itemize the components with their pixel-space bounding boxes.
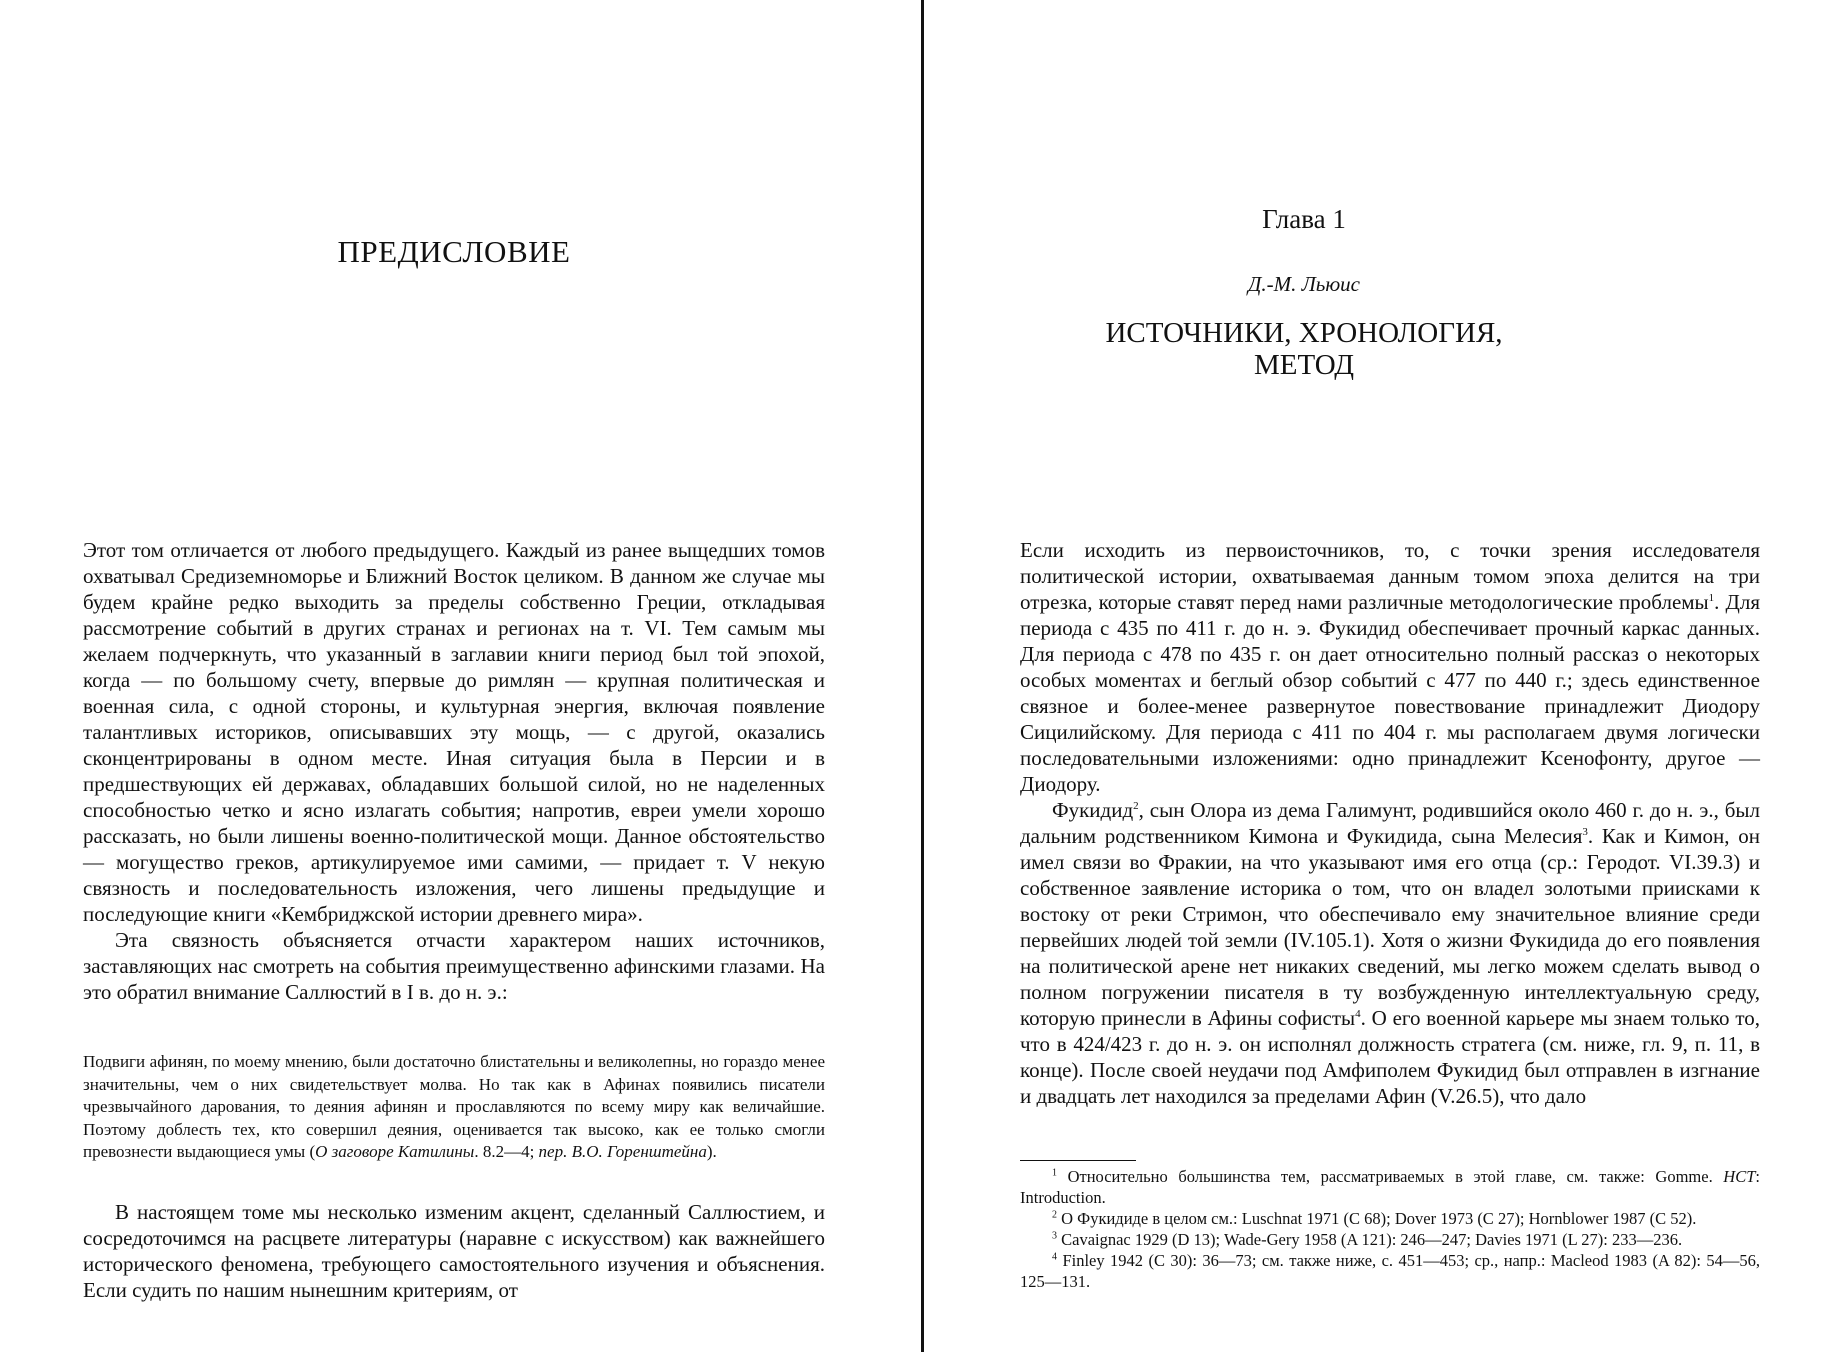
footnote-text: О Фукидиде в целом см.: Luschnat 1971 (C 68); Dover 1973 (C 27); Hornblower 1987 (C 52). (1061, 1209, 1697, 1228)
footnote-ref-1: 1 (1708, 592, 1715, 604)
footnote-text: : Introduction. (1020, 1167, 1760, 1207)
paragraph-text: . Как и Кимон, он имел связи во Фракии, на что указывают имя его отца (ср.: Геродот. VI.39.3) и собственное заявление историка о том, что он владел золотыми приисками к востоку от реки Стримон, что обеспечивало ему значительное влияние среди первейших людей той земли (IV.105.1). Хотя о жизни Фукидида до его появления на политической арене нет никаких сведений, мы легко можем сделать вывод о полном погружении писателя в ту возбужденную интеллектуальную среду, которую принесли в Афины софисты (1020, 824, 1760, 1030)
preface-paragraph-3: В настоящем томе мы несколько изменим акцент, сделанный Саллюстием, и сосредоточимся на расцвете литературы (наравне с искусством) как важнейшего исторического феномена, требующего самостоятельного изучения и объяснения. Если судить по нашим нынешним критериям, от (83, 1200, 825, 1302)
chapter-title-line-1: ИСТОЧНИКИ, ХРОНОЛОГИЯ, (1105, 317, 1503, 349)
chapter-label: Глава 1 (1262, 204, 1346, 234)
quote-text: Подвиги афинян, по моему мнению, были достаточно блистательны и великолепны, но гораздо менее значительны, чем о них свидетельствует молва. Но так как в Афинах появились писатели чрезвычайного дарования, то деяния афинян и прославляются по всему миру как величайшие. Поэтому доблесть тех, кто совершил деяния, оценивается так высоко, как ее только смогли превознести выдающиеся умы ( (83, 1052, 825, 1161)
preface-paragraph-2: Эта связность объясняется отчасти характером наших источников, заставляющих нас смотреть на события преимущественно афинскими глазами. На это обратил внимание Саллюстий в I в. до н. э.: (83, 928, 825, 1004)
footnotes (1020, 1166, 1760, 1292)
chapter-paragraph-2 (1020, 797, 1760, 1109)
footnote-3 (1020, 1229, 1760, 1250)
footnote-text: Относительно большинства тем, рассматриваемых в этой главе, см. также: Gomme. (1067, 1167, 1724, 1186)
sallust-quote (83, 1051, 825, 1164)
paragraph-text: Фукидид (1052, 798, 1134, 822)
footnote-number: 1 (1052, 1167, 1057, 1179)
paragraph-text: . О его военной карьере мы знаем только то, что в 424/423 г. до н. э. он исполнял должность стратега (см. ниже, гл. 9, п. 11, в конце). После своей неудачи под Амфиполем Фукидид был отправлен в изгнание и двадцать лет находился за пределами Афин (V.26.5), что дало (1020, 1006, 1760, 1108)
quote-citation: О заговоре Катилины (315, 1142, 475, 1161)
chapter-body (1020, 537, 1760, 1109)
paragraph-text: Если исходить из первоисточников, то, с точки зрения исследователя политической истории, охватываемая данным томом эпоха делится на три отрезка, которые ставят перед нами различные методологические проблемы (1020, 538, 1760, 614)
preface-paragraph-1: Этот том отличается от любого предыдущего. Каждый из ранее выщедших томов охватывал Средиземноморье и Ближний Восток целиком. В данном же случае мы будем крайне редко выходить за пределы собственно Греции, откладывая рассмотрение событий в других странах и регионах на т. VI. Тем самым мы желаем подчеркнуть, что указанный в заглавии книги период был той эпохой, когда — по большому счету, впервые до римлян — крупная политическая и военная сила, с одной стороны, и культурная энергия, включая появление талантливых историков, описывавших эту мощь, — с другой, оказались сконцентрированы в одном месте. Иная ситуация была в Персии и в предшествующих ей державах, обладавших большой силой, но не наделенных способностью четко и ясно излагать события; напротив, евреи умели хорошо рассказать, но были лишены военно-политической мощи. Данное обстоятельство — могущество греков, артикулируемое ими самими, — придает т. V некую связность и последовательность изложения, чего лишены предыдущие и последующие книги «Кембриджской истории древнего мира». (83, 538, 825, 926)
footnote-number: 3 (1052, 1230, 1057, 1242)
paragraph-text: . Для периода с 435 по 411 г. до н. э. Фукидид обеспечивает прочный каркас данных. Для периода с 478 по 435 г. он дает относительно полный рассказ о некоторых особых моментах и беглый обзор событий с 477 по 440 г.; здесь единственное связное и более-менее развернутое повествование принадлежит Диодору Сицилийскому. Для периода с 411 по 404 г. мы располагаем двумя логически последовательными изложениями: одно принадлежит Ксенофонту, другое — Диодору. (1020, 590, 1760, 796)
footnote-4 (1020, 1250, 1760, 1292)
preface-title: ПРЕДИСЛОВИЕ (337, 234, 571, 269)
footnote-ref-3: 3 (1582, 826, 1588, 838)
quote-end: ). (706, 1142, 717, 1161)
paragraph-text: , сын Олора из дема Галимунт, родившийся около 460 г. до н. э., был дальним родственником Кимона и Фукидида, сына Мелесия (1020, 798, 1760, 848)
preface-body-continued (83, 1199, 825, 1303)
preface-body (83, 537, 825, 1005)
footnote-number: 4 (1052, 1251, 1057, 1263)
footnote-text-italic: HCT (1723, 1167, 1756, 1186)
chapter-title-line-2: МЕТОД (1253, 349, 1355, 381)
quote-translator: пер. В.О. Горенштейна (538, 1142, 707, 1161)
quote-ref: . 8.2—4; (474, 1142, 539, 1161)
chapter-author: Д.-М. Льюис (1247, 272, 1360, 296)
chapter-title (924, 317, 1684, 381)
right-page (924, 0, 1843, 1352)
footnote-text: Finley 1942 (C 30): 36—73; см. также ниже, с. 451—453; ср., напр.: Macleod 1983 (A 82): 54—56, 125—131. (1020, 1251, 1760, 1291)
footnote-text: Cavaignac 1929 (D 13); Wade-Gery 1958 (A 121): 246—247; Davies 1971 (L 27): 233—236. (1061, 1230, 1683, 1249)
chapter-paragraph-1 (1020, 537, 1760, 797)
footnote-separator (1020, 1160, 1136, 1161)
footnote-ref-2: 2 (1133, 800, 1139, 812)
footnote-2 (1020, 1208, 1760, 1229)
footnote-number: 2 (1052, 1209, 1057, 1221)
footnote-ref-4: 4 (1355, 1008, 1361, 1020)
footnote-1 (1020, 1166, 1760, 1208)
